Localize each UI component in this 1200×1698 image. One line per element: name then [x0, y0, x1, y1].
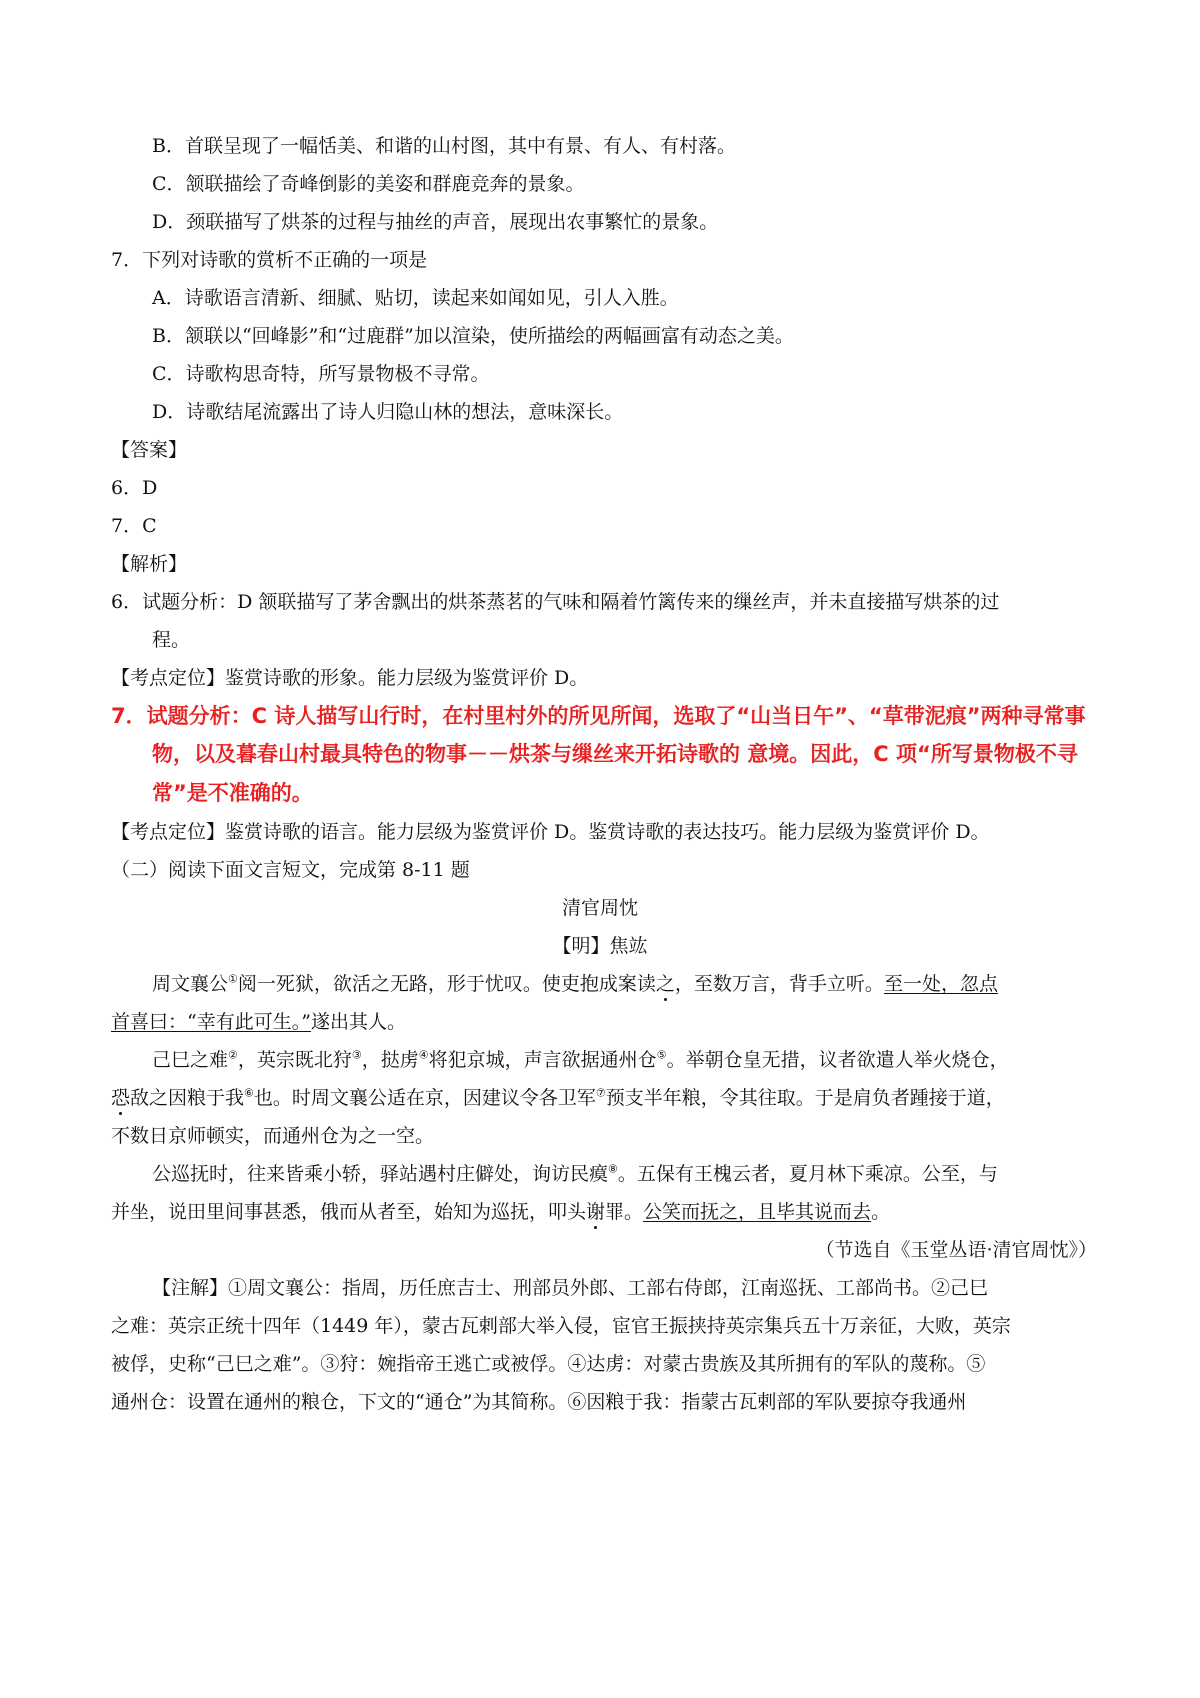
dotted-char: 恐 — [111, 1087, 131, 1109]
passage-p2-line3: 不数日京师顿实，而通州仓为之一空。 — [111, 1125, 435, 1147]
footnote-ref: ⑤ — [656, 1048, 667, 1062]
passage-source: （节选自《玉堂丛语·清官周忱》） — [815, 1239, 1097, 1261]
notes-line1: 【注解】①周文襄公：指周，历任庶吉士、刑部员外郎、工部右侍郎，江南巡抚、工部尚书。②己巳 — [152, 1277, 989, 1299]
footnote-ref: ⑥ — [244, 1086, 254, 1100]
analysis-6-line1: 6．试题分析：D 颔联描写了茅舍飘出的烘茶蒸茗的气味和隔着竹篱传来的缫丝声，并未直接描写烘茶的过 — [111, 591, 1000, 613]
footnote-ref: ③ — [351, 1048, 362, 1062]
footnote-ref: ④ — [418, 1048, 429, 1062]
dotted-char: 谢 — [586, 1201, 606, 1223]
q6-option-b: B．首联呈现了一幅恬美、和谐的山村图，其中有景、有人、有村落。 — [152, 135, 736, 157]
q7-option-b: B．颔联以“回峰影”和“过鹿群”加以渲染，使所描绘的两幅画富有动态之美。 — [152, 325, 794, 347]
section-intro: （二）阅读下面文言短文，完成第 8-11 题 — [111, 859, 470, 881]
analysis-header: 【解析】 — [111, 553, 188, 575]
answer-header: 【答案】 — [111, 439, 188, 461]
notes-line2: 之难：英宗正统十四年（1449 年），蒙古瓦剌部大举入侵，宦官王振挟持英宗集兵五十万亲征，大败，英宗 — [111, 1315, 1011, 1337]
kaodian-7: 【考点定位】鉴赏诗歌的语言。能力层级为鉴赏评价 D。鉴赏诗歌的表达技巧。能力层级为鉴赏评价 D。 — [111, 821, 990, 843]
footnote-ref: ⑦ — [595, 1086, 606, 1100]
passage-p3-line2: 并坐，说田里间事甚悉，俄而从者至，始知为巡抚，叩头谢罪。公笑而抚之，且毕其说而去。 — [111, 1201, 891, 1223]
q6-option-d: D．颈联描写了烘茶的过程与抽丝的声音，展现出农事繁忙的景象。 — [152, 211, 719, 233]
notes-line3: 被俘，史称“己巳之难”。③狩：婉指帝王逃亡或被俘。④达虏：对蒙古贵族及其所拥有的军队的蔑称。⑤ — [111, 1353, 986, 1375]
passage-p2-line1: 己巳之难②，英宗既北狩③，挞虏④将犯京城，声言欲据通州仓⑤。举朝仓皇无措，议者欲遣人举火烧仓， — [152, 1048, 1009, 1071]
footnote-ref: ⑧ — [608, 1162, 618, 1176]
passage-p1-line1: 周文襄公①阅一死狱，欲活之无路，形于忧叹。使吏抱成案读之，至数万言，背手立听。至一处，忽点 — [152, 972, 998, 995]
kaodian-6: 【考点定位】鉴赏诗歌的形象。能力层级为鉴赏评价 D。 — [111, 667, 589, 689]
analysis-7-line3: 常”是不准确的。 — [152, 781, 313, 805]
q6-option-c: C．颔联描绘了奇峰倒影的美姿和群鹿竞奔的景象。 — [152, 173, 585, 195]
answer-7: 7．C — [111, 515, 157, 537]
answer-6: 6．D — [111, 477, 158, 499]
dotted-char: 之 — [655, 973, 675, 995]
underlined-sentence: 至一处，忽点 — [883, 973, 998, 995]
notes-line4: 通州仓：设置在通州的粮仓，下文的“通仓”为其简称。⑥因粮于我：指蒙古瓦剌部的军队要掠夺我通州 — [111, 1391, 967, 1413]
passage-p2-line2: 恐敌之因粮于我⑥也。时周文襄公适在京，因建议令各卫军⑦预支半年粮，令其往取。于是肩负者踵接于道， — [111, 1086, 1005, 1109]
analysis-7-line1: 7．试题分析：C 诗人描写山行时，在村里村外的所见所闻，选取了“山当日午”、“草带泥痕”两种寻常事 — [111, 704, 1086, 728]
analysis-6-line2: 程。 — [152, 629, 191, 651]
footnote-ref: ② — [228, 1048, 238, 1062]
analysis-7-line2: 物，以及暮春山村最具特色的物事－－烘茶与缫丝来开拓诗歌的 意境。因此，C 项“所写景物极不寻 — [152, 742, 1078, 766]
passage-p3-line1: 公巡抚时，往来皆乘小轿，驿站遇村庄僻处，询访民瘼⑧。五保有王槐云者，夏月林下乘凉。公至，与 — [152, 1162, 998, 1185]
q7-option-c: C．诗歌构思奇特，所写景物极不寻常。 — [152, 363, 490, 385]
underlined-sentence: 公笑而抚之，且毕其说而去 — [643, 1201, 872, 1223]
passage-author: 【明】焦竑 — [552, 935, 648, 957]
q7-option-d: D．诗歌结尾流露出了诗人归隐山林的想法，意味深长。 — [152, 401, 624, 423]
q7-stem: 7．下列对诗歌的赏析不正确的一项是 — [111, 249, 428, 271]
passage-p1-line2: 首喜曰：“幸有此可生。”遂出其人。 — [111, 1011, 406, 1033]
q7-option-a: A．诗歌语言清新、细腻、贴切，读起来如闻如见，引人入胜。 — [152, 287, 679, 309]
passage-title: 清官周忱 — [561, 897, 638, 919]
footnote-ref: ① — [228, 972, 238, 986]
underlined-sentence: 首喜曰：“幸有此可生。” — [111, 1011, 311, 1033]
